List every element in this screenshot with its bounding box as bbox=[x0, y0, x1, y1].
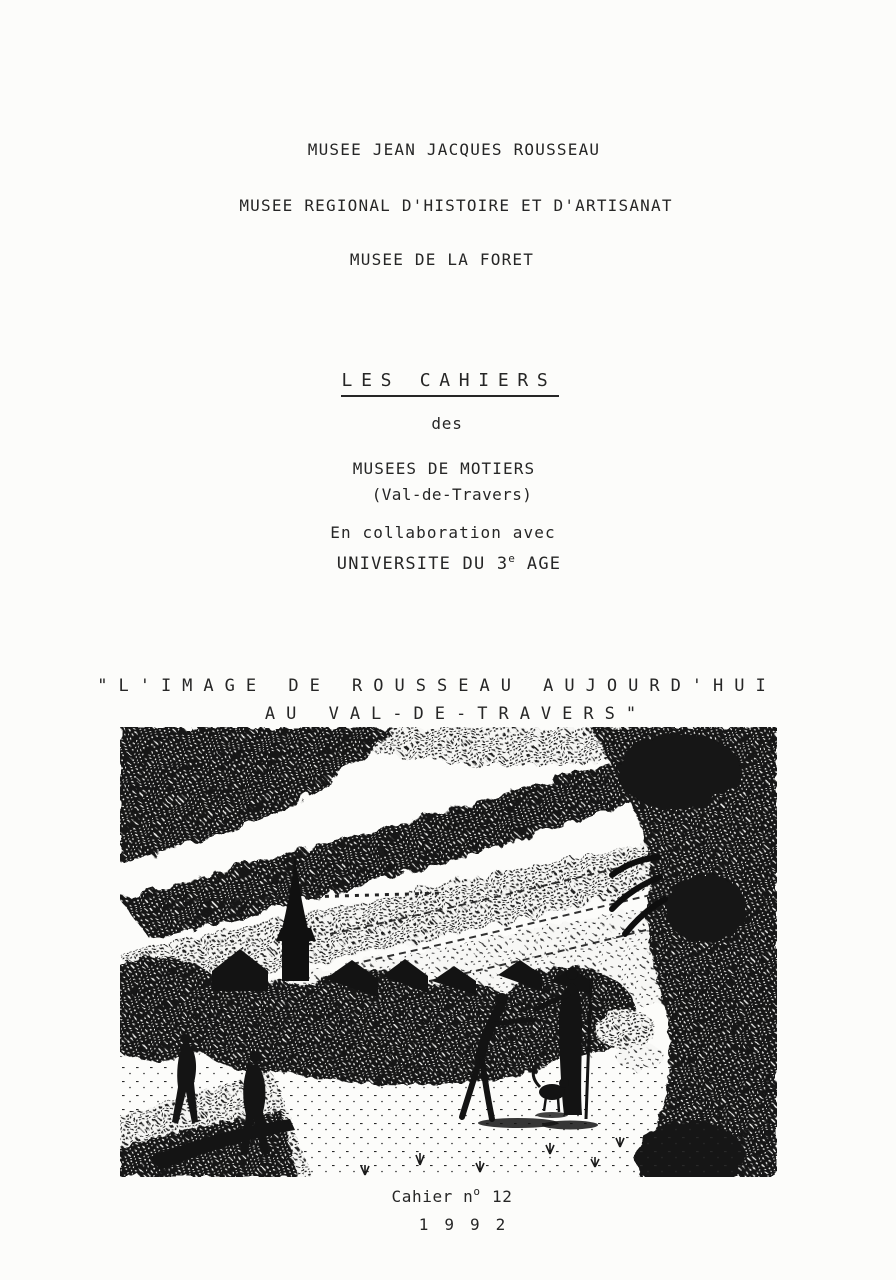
series-subtitle: des bbox=[431, 414, 463, 433]
partner-superscript: e bbox=[508, 552, 515, 565]
partner-post: AGE bbox=[526, 554, 562, 574]
museum-line-3: MUSEE DE LA FORET bbox=[349, 250, 535, 269]
cahier-number bbox=[4, 1187, 896, 1206]
partner-pre: UNIVERSITE DU 3 bbox=[336, 554, 509, 574]
organization-region: (Val-de-Travers) bbox=[371, 485, 533, 504]
year: 1992 bbox=[418, 1215, 522, 1234]
cahier-superscript: o bbox=[473, 1185, 481, 1198]
issue-title-line-1: "L'IMAGE DE ROUSSEAU AUJOURD'HUI bbox=[97, 676, 777, 696]
series-title bbox=[2, 370, 896, 397]
issue-title-line-2: AU VAL-DE-TRAVERS" bbox=[264, 704, 648, 724]
museum-line-1: MUSEE JEAN JACQUES ROUSSEAU bbox=[307, 140, 601, 159]
museum-line-2: MUSEE REGIONAL D'HISTOIRE ET D'ARTISANAT bbox=[239, 196, 673, 215]
series-title-text: LES CAHIERS bbox=[341, 370, 560, 397]
cahier-post: 12 bbox=[492, 1187, 513, 1206]
collaboration-line: En collaboration avec bbox=[330, 523, 556, 542]
cahier-pre: Cahier n bbox=[391, 1187, 474, 1206]
engraving-illustration bbox=[120, 727, 777, 1177]
organization-line: MUSEES DE MOTIERS bbox=[352, 459, 536, 478]
partner-line bbox=[1, 554, 896, 574]
